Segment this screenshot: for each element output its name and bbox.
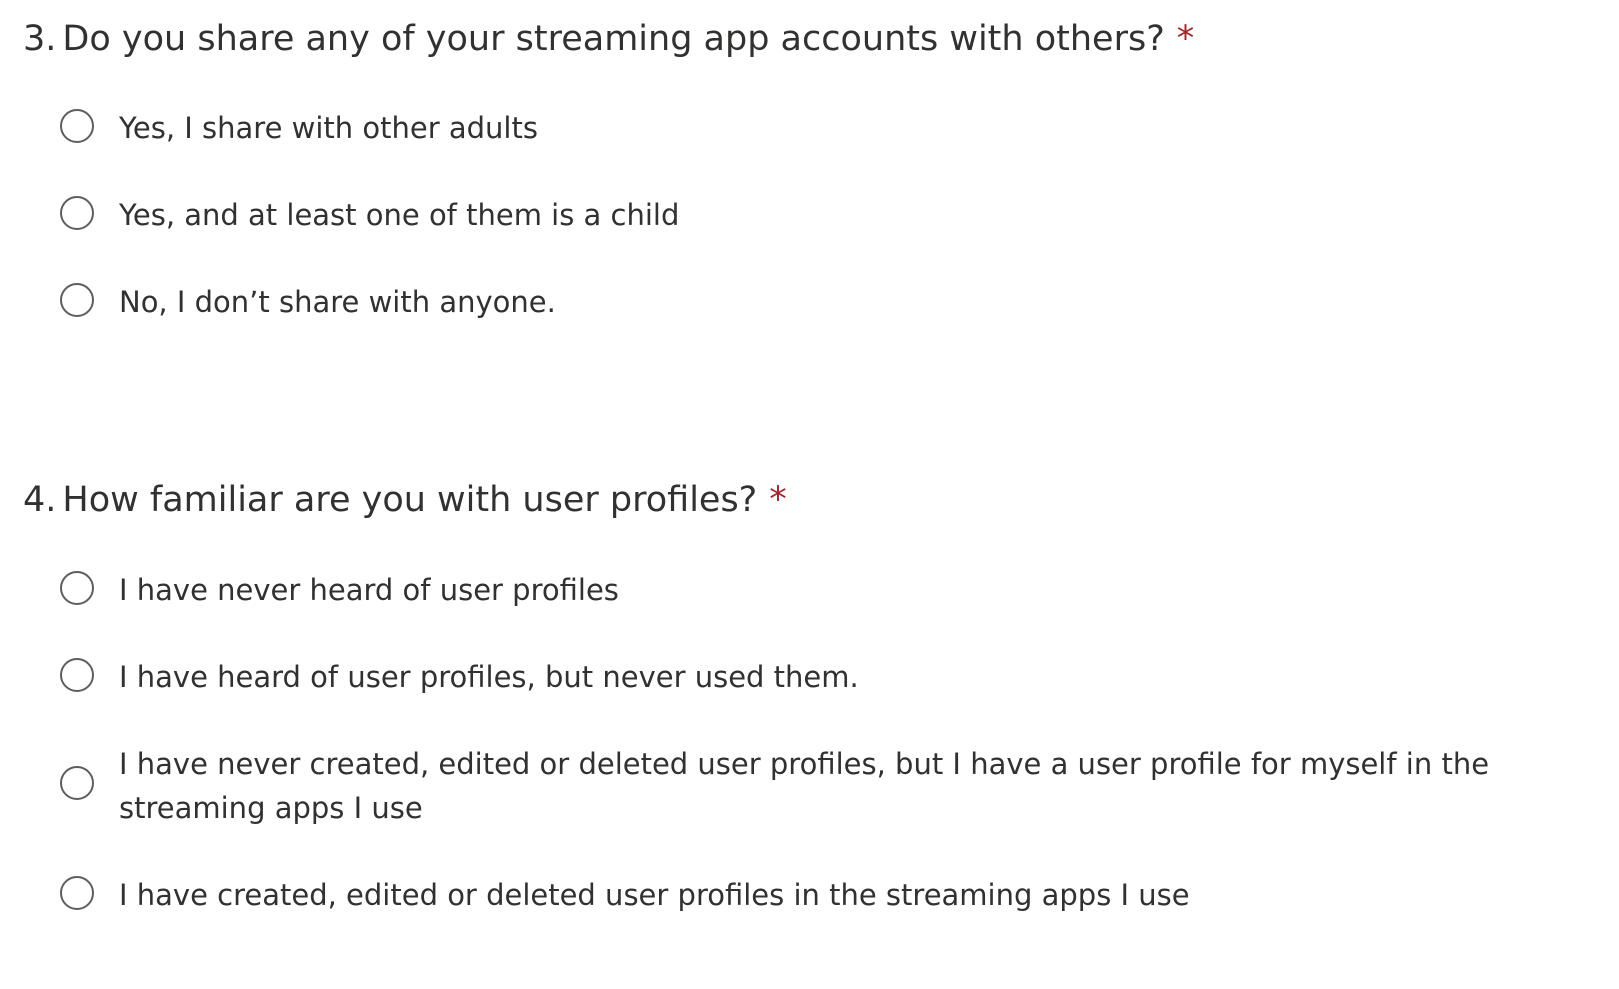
option-label: Yes, and at least one of them is a child xyxy=(119,198,680,232)
required-asterisk: * xyxy=(1176,19,1195,59)
question-text: How familiar are you with user profiles? xyxy=(62,480,758,520)
radio-button[interactable] xyxy=(60,876,94,910)
required-asterisk: * xyxy=(769,480,787,520)
option-label: I have never heard of user profiles xyxy=(119,573,619,607)
option-label: I have heard of user profiles, but never used them. xyxy=(119,660,859,694)
option-label: No, I don’t share with anyone. xyxy=(119,285,556,319)
option-label: I have never created, edited or deleted user profiles, but I have a user profile for myself in the streaming apps I use xyxy=(119,747,1490,825)
radio-button[interactable] xyxy=(60,109,94,143)
radio-button[interactable] xyxy=(60,196,94,230)
radio-button[interactable] xyxy=(60,658,94,692)
option-label: Yes, I share with other adults xyxy=(119,111,538,145)
question-number: 4. xyxy=(23,480,57,520)
radio-button[interactable] xyxy=(60,766,94,800)
question-number: 3. xyxy=(23,19,57,59)
question-text: Do you share any of your streaming app accounts with others? xyxy=(62,19,1165,59)
question-title xyxy=(23,478,787,522)
radio-button[interactable] xyxy=(60,571,94,605)
option-label: I have created, edited or deleted user profiles in the streaming apps I use xyxy=(119,878,1190,912)
question-title xyxy=(23,17,1194,61)
radio-button[interactable] xyxy=(60,283,94,317)
